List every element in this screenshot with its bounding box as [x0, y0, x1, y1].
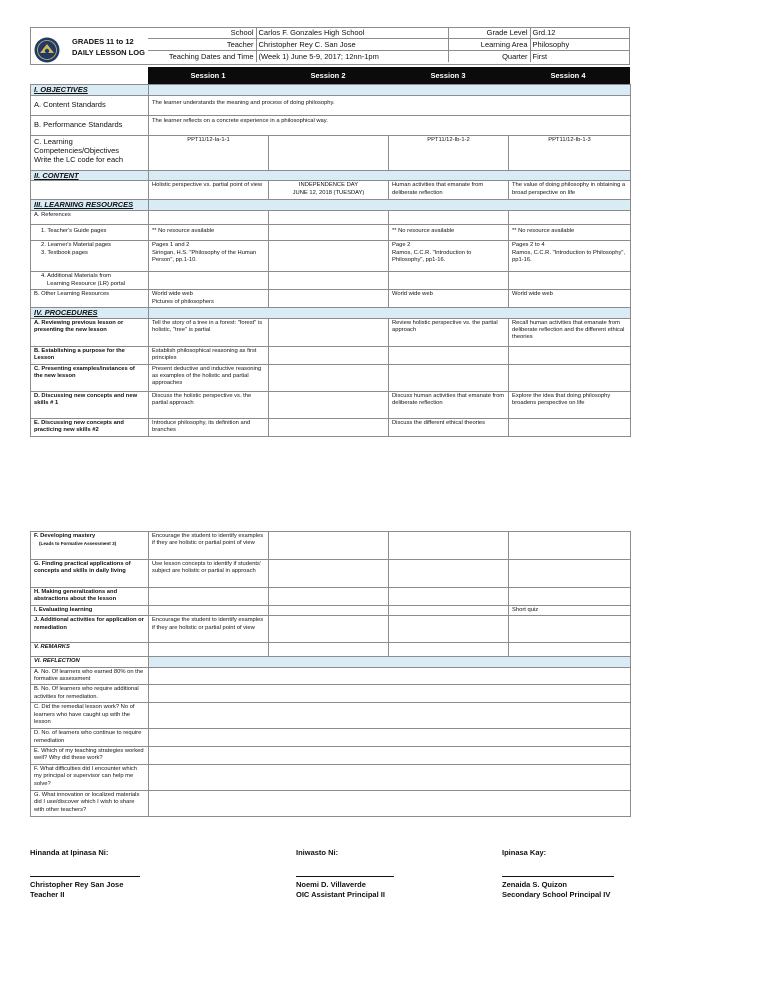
- empty-cell: [389, 643, 509, 657]
- empty-cell: [269, 532, 389, 560]
- reflection-item-g: G. What innovation or localized materials did I use/discover which I wish to share with other teachers?: [31, 790, 149, 816]
- noted-by-label: Ipinasa Kay:: [502, 848, 547, 857]
- prepared-signature-line: [30, 876, 140, 877]
- school-label: School: [148, 27, 256, 39]
- proc-a-label: A. Reviewing previous lesson or presenting the new lesson: [31, 318, 149, 346]
- content-label-empty: [31, 181, 149, 200]
- proc-c-session-1: Present deductive and inductive reasoning as examples of the holistic and partial approaches: [149, 364, 269, 391]
- title-line-2: DAILY LESSON LOG: [72, 48, 145, 57]
- empty-cell: [269, 346, 389, 364]
- noted-by-block: [502, 880, 610, 900]
- lc-label-line-3: Write the LC code for each: [34, 155, 124, 164]
- session-2-header: Session 2: [310, 71, 346, 80]
- proc-j-session-1: Encourage the student to identify examples if they are holistic or partial point of view: [149, 616, 269, 643]
- proc-a-session-2: [269, 318, 389, 346]
- content-standards-label: A. Content Standards: [31, 96, 149, 116]
- empty-cell: [389, 211, 509, 225]
- proc-f-sub: (Leads to Formative Assessment 3): [39, 541, 117, 547]
- proc-h-label: H. Making generalizations and abstractions about the lesson: [31, 588, 149, 606]
- proc-e-session-2: [269, 418, 389, 436]
- checked-signature-line: [296, 876, 394, 877]
- teacher-label: Teacher: [148, 39, 256, 51]
- lm-s3-line-1: Page 2: [392, 242, 411, 249]
- empty-cell: [389, 532, 509, 560]
- empty-cell: [149, 211, 269, 225]
- proc-b-label: B. Establishing a purpose for the Lesson: [31, 346, 149, 364]
- empty-cell: [269, 290, 389, 308]
- lc-code-session-3: PPT11/12-Ib-1-2: [389, 136, 509, 171]
- empty-cell: [389, 346, 509, 364]
- content-session-2-line-1: INDEPENDENCE DAY: [298, 182, 359, 189]
- empty-cell: [269, 643, 389, 657]
- proc-g-label: G. Finding practical applications of concepts and skills in daily living: [31, 560, 149, 588]
- empty-cell: [269, 211, 389, 225]
- noted-by-name: Zenaida S. Quizon: [502, 880, 568, 889]
- other-s1-line-1: World wide web: [152, 291, 193, 298]
- empty-cell: [269, 588, 389, 606]
- content-session-4: The value of doing philosophy in obtaining a broad perspective on life: [509, 181, 631, 200]
- proc-g-session-1: Use lesson concepts to identify if students' subject are holistic or partial in approach: [149, 560, 269, 588]
- content-standards-text: The learner understands the meaning and process of doing philosophy.: [149, 96, 631, 116]
- proc-d-session-3: Discuss human activities that emanate from deliberate reflection: [389, 391, 509, 418]
- reflection-item-f: F. What difficulties did I encounter which my principal or supervisor can help me solve?: [31, 764, 149, 790]
- reflection-item-a: A. No. Of learners who earned 80% on the formative assessment: [31, 667, 149, 685]
- proc-e-session-3: Discuss the different ethical theories: [389, 418, 509, 436]
- empty-cell: [149, 703, 631, 729]
- proc-d-session-1: Discuss the holistic perspective vs. the partial approach: [149, 391, 269, 418]
- learner-textbook-labels: [31, 241, 149, 272]
- learning-resources-heading-fill: [149, 200, 631, 211]
- other-resources-label: B. Other Learning Resources: [31, 290, 149, 308]
- teachers-guide-label: 1. Teacher's Guide pages: [31, 225, 149, 241]
- empty-cell: [509, 560, 631, 588]
- empty-cell: [509, 532, 631, 560]
- proc-e-label: E. Discussing new concepts and practicing new skills #2: [31, 418, 149, 436]
- empty-cell: [389, 364, 509, 391]
- reflection-item-c: C. Did the remedial lesson work? No of learners who have caught up with the lesson: [31, 703, 149, 729]
- reflection-heading: VI. REFLECTION: [31, 657, 149, 667]
- empty-cell: [269, 364, 389, 391]
- learning-competencies-label: [31, 136, 149, 171]
- empty-cell: [149, 747, 631, 765]
- checked-by-block: [296, 880, 385, 900]
- reflection-item-b: B. No. Of learners who require additional activities for remediation.: [31, 685, 149, 703]
- quarter-label: Quarter: [448, 51, 530, 63]
- session-3-header: Session 3: [430, 71, 466, 80]
- lc-code-session-2: [269, 136, 389, 171]
- proc-c-label: C. Presenting examples/instances of the new lesson: [31, 364, 149, 391]
- teaching-dates-label: Teaching Dates and Time: [148, 51, 256, 63]
- empty-cell: [509, 364, 631, 391]
- performance-standards-text: The learner reflects on a concrete experience in a philosophical way.: [149, 116, 631, 136]
- proc-i-session-4: Short quiz: [509, 605, 631, 615]
- empty-cell: [269, 272, 389, 290]
- empty-cell: [509, 643, 631, 657]
- objectives-heading: I. OBJECTIVES: [31, 85, 149, 96]
- learning-area-label: Learning Area: [448, 39, 530, 51]
- lesson-log-table-part-1: [30, 84, 631, 437]
- lm-s1-line-1: Pages 1 and 2: [152, 242, 190, 249]
- empty-cell: [149, 764, 631, 790]
- checked-by-title: OIC Assistant Principal II: [296, 890, 385, 899]
- empty-cell: [389, 588, 509, 606]
- additional-materials-line-2: Learning Resource (LR) portal: [47, 280, 125, 287]
- prepared-by-label: Hinanda at Ipinasa Ni:: [30, 848, 109, 857]
- content-heading-fill: [149, 171, 631, 181]
- empty-cell: [269, 616, 389, 643]
- empty-cell: [149, 272, 269, 290]
- teachers-guide-session-2: [269, 225, 389, 241]
- learners-material-label: 2. Learner's Material pages: [41, 242, 112, 249]
- empty-cell: [149, 588, 269, 606]
- proc-e-session-1: Introduce philosophy, its definition and branches: [149, 418, 269, 436]
- session-4-header: Session 4: [550, 71, 586, 80]
- empty-cell: [389, 616, 509, 643]
- session-header-bar: [148, 67, 630, 84]
- lc-code-session-1: PPT11/12-Ia-1-1: [149, 136, 269, 171]
- empty-cell: [149, 667, 631, 685]
- school-value: Carlos F. Gonzales High School: [256, 27, 448, 39]
- quarter-value: First: [530, 51, 630, 63]
- lm-s3-line-2: Ramos, C.C.R. "Introduction to Philosophy", pp1-16.: [392, 249, 472, 264]
- empty-cell: [269, 605, 389, 615]
- noted-by-title: Secondary School Principal IV: [502, 890, 611, 899]
- empty-cell: [509, 616, 631, 643]
- noted-signature-line: [502, 876, 614, 877]
- lc-label-line-1: C. Learning: [34, 137, 73, 146]
- content-heading: II. CONTENT: [31, 171, 149, 181]
- empty-cell: [389, 272, 509, 290]
- content-session-2: [269, 181, 389, 200]
- empty-cell: [509, 272, 631, 290]
- teachers-guide-session-4: ** No resource available: [509, 225, 631, 241]
- proc-f-label-text: F. Developing mastery: [34, 533, 96, 539]
- grade-level-value: Grd.12: [530, 27, 630, 39]
- empty-cell: [149, 729, 631, 747]
- content-session-2-line-2: JUNE 12, 2018 (TUESDAY): [292, 189, 365, 196]
- session-1-header: Session 1: [190, 71, 226, 80]
- empty-cell: [389, 560, 509, 588]
- learner-material-session-4: [509, 241, 631, 272]
- remarks-heading: V. REMARKS: [31, 643, 149, 657]
- learning-area-value: Philosophy: [530, 39, 630, 51]
- teachers-guide-session-3: ** No resource available: [389, 225, 509, 241]
- performance-standards-label: B. Performance Standards: [31, 116, 149, 136]
- prepared-by-name: Christopher Rey San Jose: [30, 880, 124, 889]
- grade-level-label: Grade Level: [448, 27, 530, 39]
- content-session-1: Holistic perspective vs. partial point of view: [149, 181, 269, 200]
- other-s1-line-2: Pictures of philosophers: [152, 298, 214, 305]
- empty-cell: [509, 346, 631, 364]
- other-resources-session-3: World wide web: [389, 290, 509, 308]
- teaching-dates-value: (Week 1) June 5-9, 2017; 12nn-1pm: [256, 51, 448, 63]
- empty-cell: [509, 211, 631, 225]
- proc-e-session-4: [509, 418, 631, 436]
- content-session-3: Human activities that emanate from deliberate reflection: [389, 181, 509, 200]
- procedures-heading-fill: [149, 308, 631, 318]
- procedures-heading: IV. PROCEDURES: [31, 308, 149, 318]
- references-label: A. References: [31, 211, 149, 225]
- reflection-item-e: E. Which of my teaching strategies worked well? Why did these work?: [31, 747, 149, 765]
- teacher-value: Christopher Rey C. San Jose: [256, 39, 448, 51]
- prepared-by-block: [30, 880, 123, 900]
- checked-by-name: Noemi D. Villaverde: [296, 880, 366, 889]
- empty-cell: [389, 605, 509, 615]
- reflection-item-d: D. No. of learners who continue to require remediation: [31, 729, 149, 747]
- proc-a-session-4: Recall human activities that emanate from deliberate reflection and the different ethical theories: [509, 318, 631, 346]
- proc-b-session-1: Establish philosophical reasoning as first principles: [149, 346, 269, 364]
- proc-d-label: D. Discussing new concepts and new skills # 1: [31, 391, 149, 418]
- lm-s1-line-2: Siringan, H.S. "Philosophy of the Human Person", pp.1-10.: [152, 249, 257, 264]
- proc-f-session-1: Encourage the student to identify examples if they are holistic or partial point of view: [149, 532, 269, 560]
- lc-label-line-2: Competencies/Objectives: [34, 146, 120, 155]
- empty-cell: [269, 560, 389, 588]
- lm-s4-line-1: Pages 2 to 4: [512, 242, 545, 249]
- teachers-guide-session-1: ** No resource available: [149, 225, 269, 241]
- proc-i-label: I. Evaluating learning: [31, 605, 149, 615]
- checked-by-label: Iniwasto Ni:: [296, 848, 339, 857]
- reflection-heading-fill: [149, 657, 631, 667]
- proc-j-label: J. Additional activities for application or remediation: [31, 616, 149, 643]
- prepared-by-title: Teacher II: [30, 890, 65, 899]
- empty-cell: [509, 588, 631, 606]
- empty-cell: [149, 790, 631, 816]
- empty-cell: [149, 605, 269, 615]
- learner-material-session-1: [149, 241, 269, 272]
- empty-cell: [149, 643, 269, 657]
- learning-resources-heading: III. LEARNING RESOURCES: [31, 200, 149, 211]
- additional-materials-label: [31, 272, 149, 290]
- deped-seal-icon: [34, 37, 60, 63]
- objectives-heading-fill: [149, 85, 631, 96]
- document-title: [72, 36, 145, 58]
- lm-s4-line-2: Ramos, C.C.R. "Introduction to Philosophy", pp1-16.: [512, 249, 626, 264]
- header-info-table: [148, 27, 630, 62]
- proc-a-session-1: Tell the story of a tree in a forest: "forest" is holistic, "tree" is partial: [149, 318, 269, 346]
- additional-materials-line-1: 4. Additional Materials from: [41, 273, 111, 280]
- title-line-1: GRADES 11 to 12: [72, 37, 134, 46]
- other-resources-session-1: [149, 290, 269, 308]
- proc-a-session-3: Review holistic perspective vs. the partial approach: [389, 318, 509, 346]
- proc-f-label: [31, 532, 149, 560]
- empty-cell: [269, 241, 389, 272]
- lesson-log-table-part-2: [30, 531, 631, 817]
- other-resources-session-4: World wide web: [509, 290, 631, 308]
- empty-cell: [149, 685, 631, 703]
- textbook-pages-label: 3. Textbook pages: [41, 249, 88, 256]
- proc-d-session-2: [269, 391, 389, 418]
- proc-d-session-4: Explore the idea that doing philosophy broadens perspective on life: [509, 391, 631, 418]
- lc-code-session-4: PPT11/12-Ib-1-3: [509, 136, 631, 171]
- learner-material-session-3: [389, 241, 509, 272]
